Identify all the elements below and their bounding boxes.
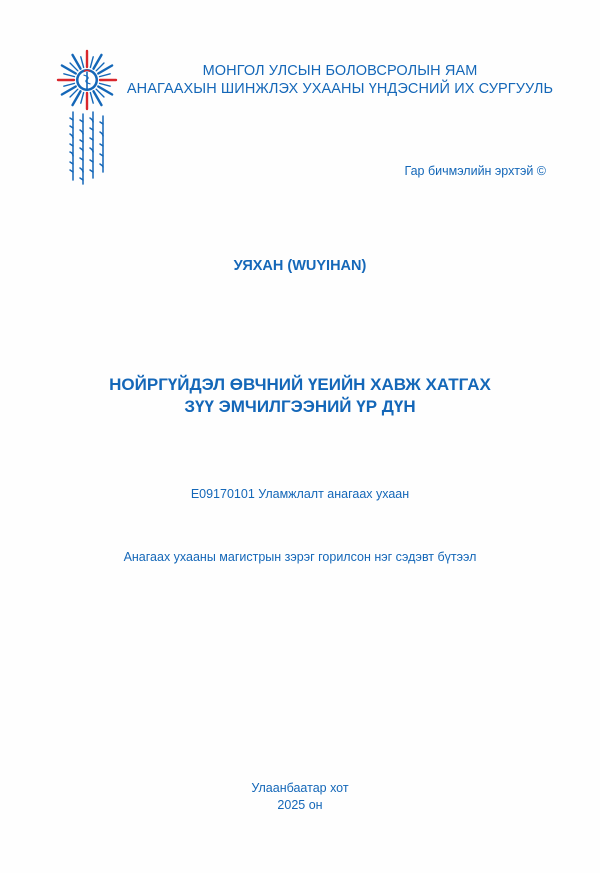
year: 2025 он [277,798,323,812]
place-and-year [0,780,600,814]
emblem-ray [64,74,75,77]
thesis-type: Анагаах ухааны магистрын зэрэг горилсон нэг сэдэвт бүтээл [123,550,477,564]
copyright-notice: Гар бичмэлийн эрхтэй © [404,164,546,178]
university-name: АНАГААХЫН ШИНЖЛЭХ УХААНЫ ҮНДЭСНИЙ ИХ СУРГУУЛЬ [126,81,554,97]
city: Улаанбаатар хот [251,781,349,795]
university-emblem-icon [54,48,120,188]
emblem-ray [90,57,93,68]
ministry-name: МОНГОЛ УЛСЫН БОЛОВСРОЛЫН ЯАМ [202,63,478,79]
emblem-ray [100,83,111,86]
specialty-code: E09170101 Уламжлалт анагаах ухаан [190,487,410,501]
emblem-ray [100,74,111,77]
thesis-title-line-2: ЗҮҮ ЭМЧИЛГЭЭНИЙ ҮР ДҮН [184,397,416,416]
emblem-ray [81,57,84,68]
author-name: УЯХАН (WUYIHAN) [233,258,367,274]
thesis-title-line-1: НОЙРГҮЙДЭЛ ӨВЧНИЙ ҮЕИЙН ХАВЖ ХАТГАХ [109,375,491,394]
emblem-ray [64,83,75,86]
thesis-title [0,374,600,418]
emblem-ray [81,93,84,104]
emblem-ray [90,93,93,104]
